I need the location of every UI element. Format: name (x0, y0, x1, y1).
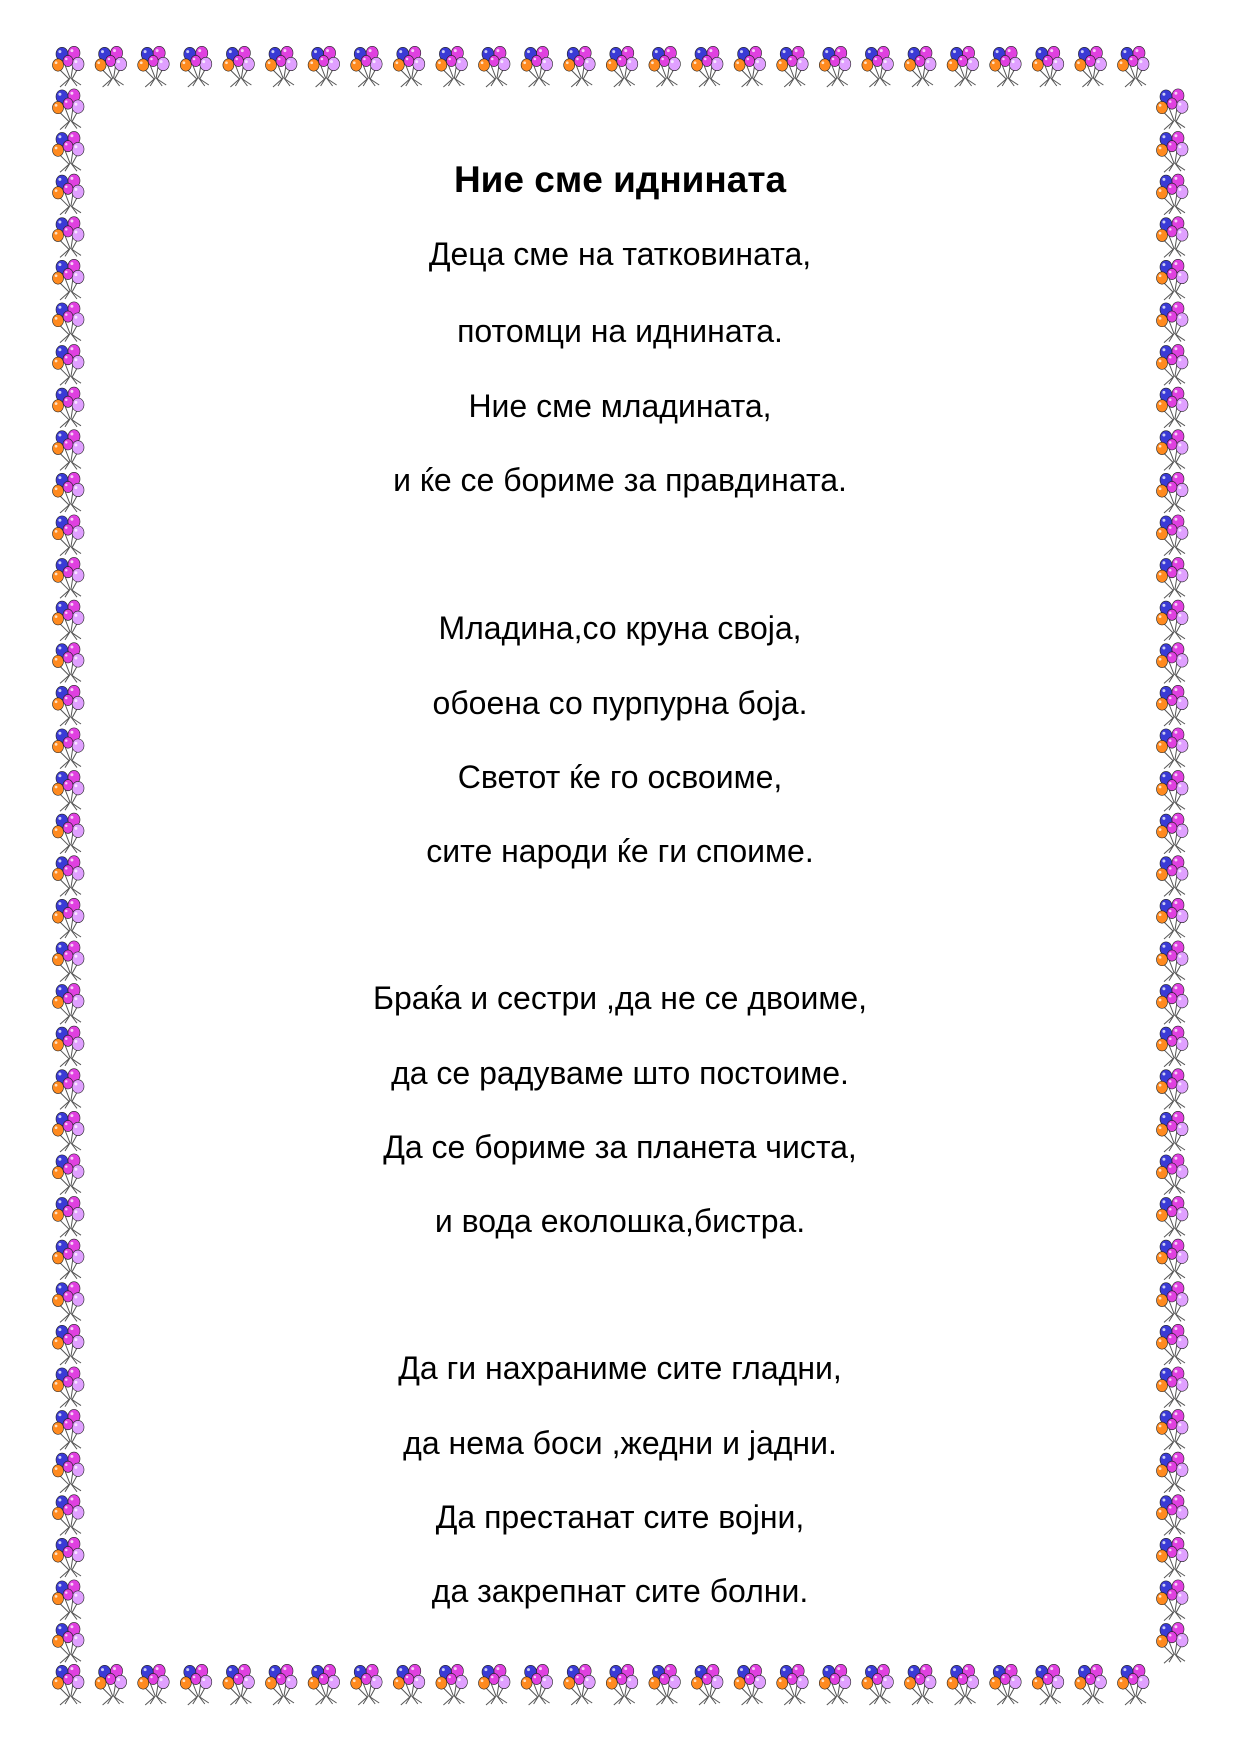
stanza-1-line-2: потомци на иднината. (457, 313, 783, 349)
stanza-4-line-3: Да престанат сите војни, (435, 1499, 805, 1535)
stanza-2-line-3: Светот ќе го освоиме, (457, 759, 783, 795)
stanza-3-line-2: да се радуваме што постоиме. (391, 1055, 849, 1091)
poem-title: Ние сме иднината (453, 159, 787, 200)
stanza-4-line-4: да закрепнат сите болни. (431, 1573, 809, 1609)
stanza-3-line-4: и вода еколошка,бистра. (434, 1203, 806, 1239)
stanza-3-line-3: Да се бориме за планета чиста, (383, 1129, 857, 1165)
stanza-4-line-2: да нема боси ,жедни и јадни. (403, 1425, 837, 1461)
stanza-1-line-4: и ќе се бориме за правдината. (393, 462, 847, 498)
stanza-3-line-1: Браќа и сестри ,да не се двоиме, (372, 980, 868, 1016)
stanza-2-line-4: сите народи ќе ги споиме. (426, 833, 814, 869)
stanza-1-line-1: Деца сме на татковината, (428, 236, 812, 272)
stanza-2-line-2: обоена со пурпурна боја. (432, 685, 808, 721)
stanza-4-line-1: Да ги нахраниме сите гладни, (398, 1350, 842, 1386)
stanza-1-line-3: Ние сме младината, (468, 388, 772, 424)
stanza-2-line-1: Младина,со круна своја, (438, 610, 802, 646)
